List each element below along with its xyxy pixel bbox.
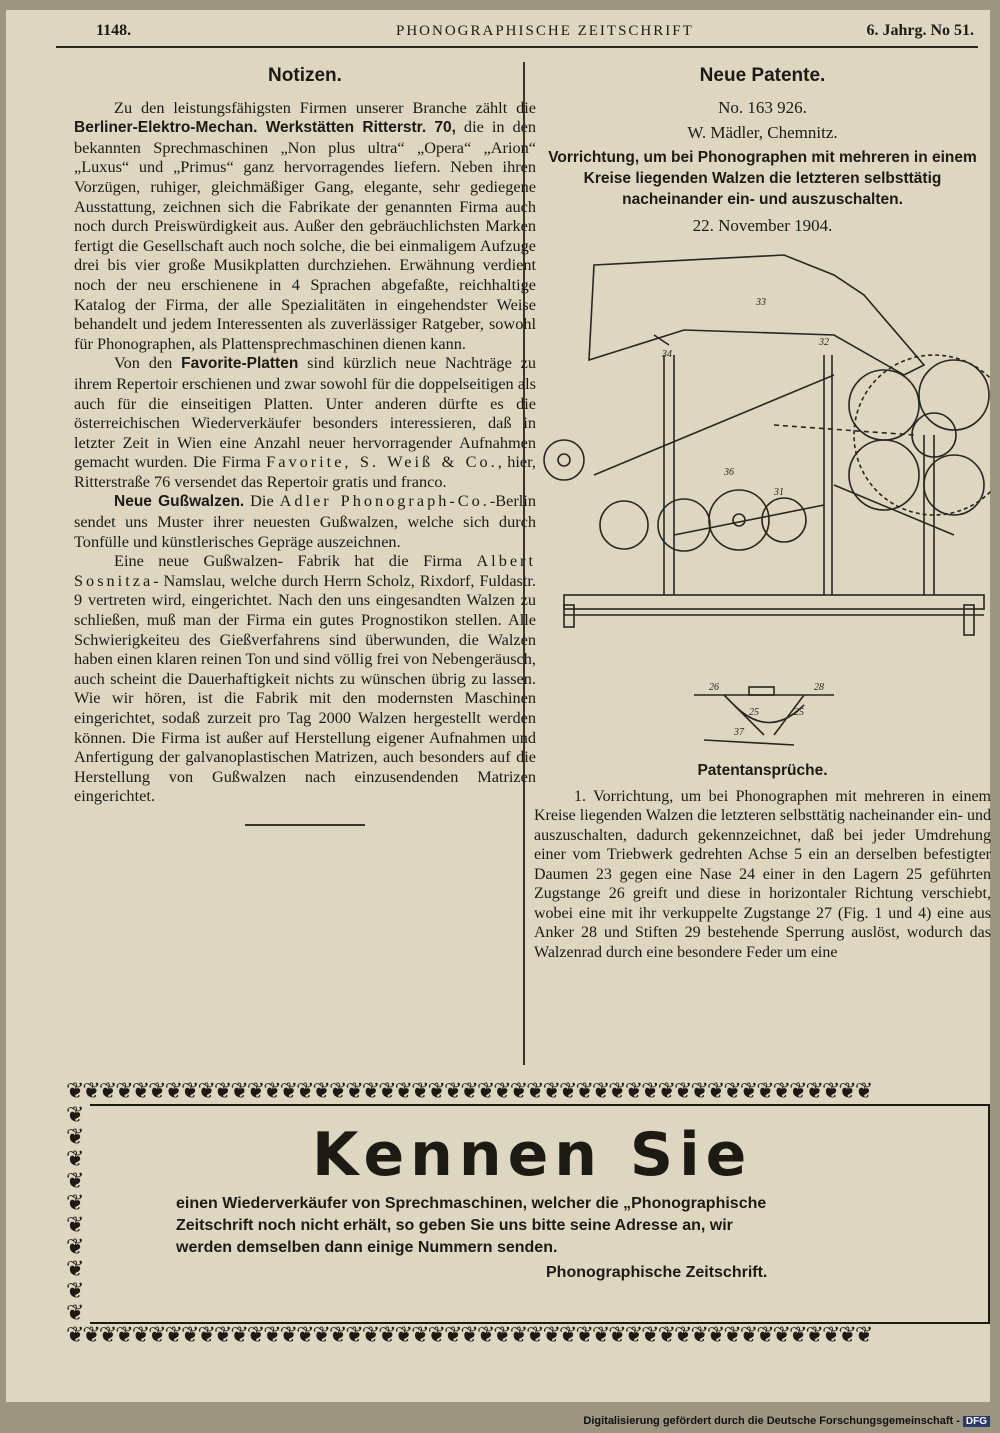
- digitization-credit: Digitalisierung gefördert durch die Deutsche Forschungsgemeinschaft - DFG: [583, 1415, 990, 1427]
- notice-paragraph-1: Zu den leistungsfähigsten Firmen unserer Branche zählt die Berliner-Elektro-Mechan. Werkstätten Ritterstr. 70, die in den bekannten Sprechmaschinen „Non plus ultra“ „Opera“ „Arion“ „Luxus“ und „Primus“ ganz hervorragendes liefern. Neben ihren Vorzügen, ruhiger, gleichmäßiger Gang, elegante, sehr gediegene Ausstattung, zeichnen sich die Fabrikate der genannten Firma auch noch durch Preiswürdigkeit aus. Außer den gebräuchlichsten Marken fertigt die Gesellschaft auch noch solche, die bei einmaligem Aufzuge drei bis vier große Musikplatten durchziehen. Erwähnung verdient noch der neu erschienene in 4 Sprachen abgefaßte, reichhaltige Katalog der Firma, der alle Spezialitäten in eingehendster Weise behandelt und jedem Interessenten als zuverlässiger Ratgeber, sowohl für Phonographen, als Plattensprechmaschinen dienen kann.: [74, 97, 536, 353]
- notice-paragraph-3: Neue Gußwalzen. Die Adler Phonograph-Co.-Berlin sendet uns Muster ihrer neuesten Gußwalzen, welche sich durch Tonfülle und künstlerisches Gepräge auszeichnen.: [74, 491, 536, 551]
- notices-column: [74, 60, 536, 826]
- issue-label: 6. Jahrg. No 51.: [866, 22, 974, 39]
- ornament-border-left: ❦ ❦ ❦ ❦ ❦ ❦ ❦ ❦ ❦ ❦: [66, 1104, 85, 1324]
- newspaper-page: [6, 10, 990, 1402]
- advertisement-signature: Phonographische Zeitschrift.: [546, 1264, 768, 1281]
- patents-column: [534, 60, 991, 962]
- notices-heading: Notizen.: [268, 65, 342, 86]
- patent-holder: W. Mädler, Chemnitz.: [687, 123, 838, 143]
- patent-number: No. 163 926.: [718, 97, 807, 117]
- ornament-border-bottom: ❦❦❦❦❦❦❦❦❦❦❦❦❦❦❦❦❦❦❦❦❦❦❦❦❦❦❦❦❦❦❦❦❦❦❦❦❦❦❦❦❦❦❦❦❦❦❦❦❦: [66, 1324, 872, 1347]
- claims-text: 1. Vorrichtung, um bei Phonographen mit mehreren in einem Kreise liegenden Walzen die letzteren selbsttätig nacheinander ein- und auszuschalten, dadurch gekennzeichnet, daß bei jeder Umdrehung einer vom Triebwerk gedrehten Achse 5 ein an derselben befestigter Daumen 23 gegen eine Nase 24 einer in den Lagern 25 geführten Zugstange 26 greift und diese in horizontaler Richtung verschiebt, wobei eine mit ihr verkuppelte Zugstange 27 (Fig. 1 und 4) eine aus Anker 28 und Stiften 29 bestehende Sperrung auslöst, wodurch das Walzenrad durch eine besondere Feder um eine: [534, 787, 991, 961]
- advertisement-box: [66, 1080, 990, 1350]
- figure-label: 34: [662, 349, 672, 361]
- figure-label: 33: [756, 297, 766, 309]
- page-number: 1148.: [96, 22, 132, 39]
- phonograph-mechanism-drawing: [534, 235, 991, 755]
- notice-paragraph-2: Von den Favorite-Platten sind kürzlich neue Nachträge zu ihrem Repertoir erschienen und zwar sowohl für die doppelseitigen als auch für die einseitigen Platten. Unter anderen dürfte es die österreichischen Wiederverkäufer besonders interessieren, daß in letzter Zeit in Wien eine Anzahl neuer hervorragender Aufnahmen gemacht wurden. Die Firma Favorite, S. Weiß & Co., hier, Ritterstraße 76 versendet das Repertoir gratis und franco.: [74, 353, 537, 491]
- figure-label: 37: [734, 727, 744, 739]
- figure-label: 26: [709, 682, 719, 694]
- patents-heading: Neue Patente.: [699, 65, 826, 86]
- dfg-logo: DFG: [963, 1416, 990, 1427]
- figure-label: 25: [794, 707, 804, 719]
- figure-label: 32: [819, 337, 829, 349]
- patent-drawing: [534, 235, 991, 755]
- figure-label: 28: [814, 682, 824, 694]
- end-rule: [245, 824, 365, 826]
- advertisement-text: einen Wiederverkäufer von Sprechmaschinen, welcher die „Phonographische Zeitschrift noch nicht erhält, so geben Sie uns bitte seine Adresse an, wir werden demselben dann einige Nummern senden.: [176, 1195, 767, 1256]
- claims-heading: Patentansprüche.: [697, 762, 828, 780]
- patent-date: 22. November 1904.: [692, 215, 833, 235]
- ornament-border-top: ❦❦❦❦❦❦❦❦❦❦❦❦❦❦❦❦❦❦❦❦❦❦❦❦❦❦❦❦❦❦❦❦❦❦❦❦❦❦❦❦❦❦❦❦❦❦❦❦❦: [66, 1080, 872, 1103]
- figure-label: 25: [749, 707, 759, 719]
- page-header: [56, 22, 978, 48]
- advertisement-title: Kennen Sie: [312, 1120, 753, 1190]
- figure-label: 31: [774, 487, 784, 499]
- journal-title: PHONOGRAPHISCHE ZEITSCHRIFT: [396, 23, 694, 39]
- patent-title: Vorrichtung, um bei Phonographen mit mehreren in einem Kreise liegenden Walzen die letzteren selbsttätig nacheinander ein- und auszuschalten.: [548, 148, 977, 208]
- notice-paragraph-4: Eine neue Gußwalzen- Fabrik hat die Firma Albert Sosnitza- Namslau, welche durch Herrn Scholz, Rixdorf, Fuldastr. 9 vertreten wird, eingerichtet. Nach den uns eingesandten Walzen zu schließen, muß man der Firma ein gutes Prognostikon stellen. Alle Schwierigkeiteu des Gießverfahrens sind überwunden, die Walzen haben einen klaren reinen Ton und sind völlig frei von Nebengeräusch, auch scheint die Dauerhaftigkeit nichts zu wünschen übrig zu lassen. Wie wir hören, ist die Fabrik mit den modernsten Maschinen eingerichtet, sodaß zurzeit pro Tag 2000 Walzen hergestellt werden können. Die Firma ist außer auf Herstellung eigener Aufnahmen und Anfertigung der galvanoplastischen Matrizen, auch besonders auf die Herstellung von Gußwalzen nach einzusendenden Matrizen eingerichtet.: [74, 551, 536, 806]
- figure-label: 36: [724, 467, 734, 479]
